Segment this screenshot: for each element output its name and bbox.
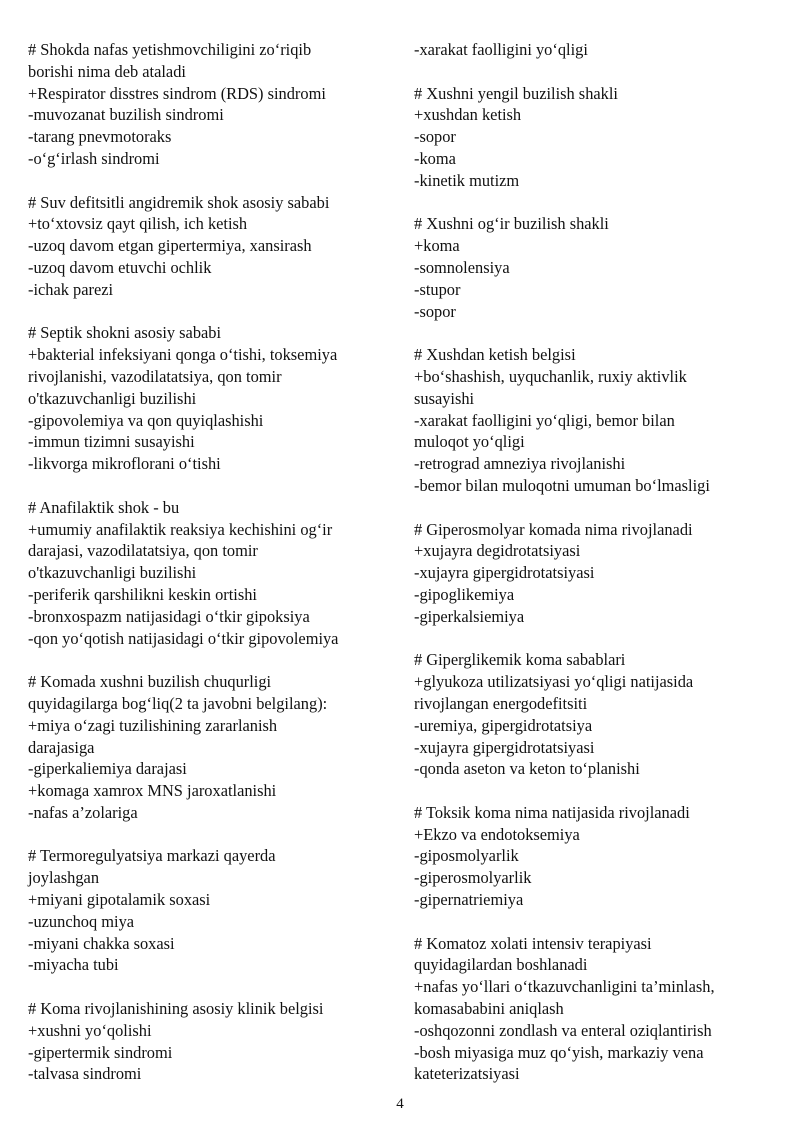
text-line: # Termoregulyatsiya markazi qayerda (28, 846, 276, 866)
text-line: -muvozanat buzilish sindromi (28, 105, 224, 125)
text-line: muloqot yo‘qligi (414, 432, 525, 452)
text-line: # Giperosmolyar komada nima rivojlanadi (414, 519, 693, 539)
question-block (28, 497, 388, 650)
question-block (414, 802, 766, 911)
text-line: -somnolensiya (414, 257, 510, 277)
text-line: rivojlangan energodefitsiti (414, 693, 588, 713)
question-block (414, 933, 766, 1086)
text-line: komasababini aniqlash (414, 999, 564, 1019)
question-block (28, 998, 388, 1085)
text-line: +koma (414, 236, 460, 256)
text-line: -talvasa sindromi (28, 1064, 142, 1084)
question-block (28, 39, 388, 170)
block-spacer (414, 780, 766, 802)
block-spacer (28, 475, 388, 497)
text-line: # Toksik koma nima natijasida rivojlanadi (414, 802, 690, 822)
text-line: # Komatoz xolati intensiv terapiyasi (414, 933, 652, 953)
text-line: -oshqozonni zondlash va enteral oziqlantirish (414, 1020, 712, 1040)
text-line: -ichak parezi (28, 279, 114, 299)
text-line: +xujayra degidrotatsiyasi (414, 541, 581, 561)
text-line: +miyani gipotalamik soxasi (28, 890, 211, 910)
text-line: -sopor (414, 301, 456, 321)
question-block (414, 344, 766, 497)
text-line: # Septik shokni asosiy sababi (28, 323, 222, 343)
text-line: quyidagilardan boshlanadi (414, 955, 588, 975)
question-block (414, 649, 766, 780)
text-line: +glyukoza utilizatsiyasi yo‘qligi natijasida (414, 672, 694, 692)
block-spacer (414, 911, 766, 933)
question-block (28, 671, 388, 824)
text-line: -miyacha tubi (28, 955, 119, 975)
text-line: # Komada xushni buzilish chuqurligi (28, 672, 272, 692)
block-spacer (414, 61, 766, 83)
text-line: -giposmolyarlik (414, 846, 519, 866)
text-line: -qon yo‘qotish natijasidagi o‘tkir gipovolemiya (28, 628, 339, 648)
text-line: # Giperglikemik koma sabablari (414, 650, 626, 670)
text-line: -o‘g‘irlash sindromi (28, 148, 160, 168)
text-line: +Ekzo va endotoksemiya (414, 824, 580, 844)
text-line: -stupor (414, 279, 461, 299)
question-block (414, 39, 766, 61)
text-line: -qonda aseton va keton to‘planishi (414, 759, 640, 779)
text-line: borishi nima deb ataladi (28, 61, 186, 81)
block-spacer (414, 192, 766, 214)
text-line: -koma (414, 148, 456, 168)
text-line: -uzoq davom etgan gipertermiya, xansirash (28, 236, 312, 256)
block-spacer (28, 170, 388, 192)
text-line: -xujayra gipergidrotatsiyasi (414, 563, 595, 583)
right-column (414, 39, 766, 1085)
text-line: -gipernatriemiya (414, 890, 524, 910)
text-line: +bo‘shashish, uyquchanlik, ruxiy aktivlik (414, 366, 687, 386)
text-line: -immun tizimni susayishi (28, 432, 195, 452)
text-line: -bosh miyasiga muz qo‘yish, markaziy vena (414, 1042, 704, 1062)
text-line: # Shokda nafas yetishmovchiligini zo‘riqib (28, 40, 312, 59)
text-line: -kinetik mutizm (414, 170, 520, 190)
text-line: darajasiga (28, 737, 95, 757)
text-line: # Xushni og‘ir buzilish shakli (414, 214, 609, 234)
block-spacer (28, 649, 388, 671)
question-block (28, 192, 388, 301)
text-line: # Anafilaktik shok - bu (28, 497, 180, 517)
question-block (414, 213, 766, 322)
text-line: rivojlanishi, vazodilatatsiya, qon tomir (28, 366, 282, 386)
text-line: -gipertermik sindromi (28, 1042, 173, 1062)
text-line: darajasi, vazodilatatsiya, qon tomir (28, 541, 258, 561)
block-spacer (414, 322, 766, 344)
text-line: +komaga xamrox MNS jaroxatlanishi (28, 781, 277, 801)
text-line: +bakterial infeksiyani qonga o‘tishi, toksemiya (28, 345, 338, 365)
text-line: -uzunchoq miya (28, 911, 135, 931)
text-line: -gipoglikemiya (414, 584, 515, 604)
text-line: +xushdan ketish (414, 105, 522, 125)
text-line: # Xushni yengil buzilish shakli (414, 83, 618, 103)
question-block (28, 322, 388, 475)
text-line: # Koma rivojlanishining asosiy klinik belgisi (28, 999, 324, 1019)
text-line: -xujayra gipergidrotatsiyasi (414, 737, 595, 757)
block-spacer (28, 301, 388, 323)
text-line: -periferik qarshilikni keskin ortishi (28, 584, 257, 604)
question-block (414, 83, 766, 192)
text-line: -giperkaliemiya darajasi (28, 759, 187, 779)
text-line: # Suv defitsitli angidremik shok asosiy sababi (28, 192, 330, 212)
text-line: -sopor (414, 127, 456, 147)
text-line: -xarakat faolligini yo‘qligi, bemor bilan (414, 410, 675, 430)
text-line: -uremiya, gipergidrotatsiya (414, 715, 593, 735)
text-line: -gipovolemiya va qon quyiqlashishi (28, 410, 264, 430)
text-line: +nafas yo‘llari o‘tkazuvchanligini ta’minlash, (414, 977, 715, 997)
left-column (28, 39, 388, 1085)
text-line: kateterizatsiyasi (414, 1064, 520, 1084)
text-line: +miya o‘zagi tuzilishining zararlanish (28, 715, 278, 735)
block-spacer (414, 628, 766, 650)
text-line: -giperosmolyarlik (414, 868, 532, 888)
text-line: joylashgan (28, 868, 100, 888)
text-line: -bemor bilan muloqotni umuman bo‘lmasligi (414, 475, 710, 495)
text-line: -retrograd amneziya rivojlanishi (414, 454, 626, 474)
text-line: quyidagilarga bog‘liq(2 ta javobni belgilang): (28, 693, 328, 713)
block-spacer (414, 497, 766, 519)
text-line: susayishi (414, 388, 475, 408)
text-line: -xarakat faolligini yo‘qligi (414, 40, 588, 59)
text-line: -tarang pnevmotoraks (28, 127, 172, 147)
text-line: -bronxospazm natijasidagi o‘tkir gipoksiya (28, 606, 310, 626)
page-number: 4 (396, 1096, 404, 1112)
text-line: +xushni yo‘qolishi (28, 1020, 152, 1040)
text-line: o'tkazuvchanligi buzilishi (28, 563, 197, 583)
text-line: +umumiy anafilaktik reaksiya kechishini og‘ir (28, 519, 333, 539)
text-line: -nafas a’zolariga (28, 802, 138, 822)
text-line: -uzoq davom etuvchi ochlik (28, 257, 212, 277)
text-line: # Xushdan ketish belgisi (414, 345, 576, 365)
text-line: -likvorga mikroflorani o‘tishi (28, 454, 221, 474)
block-spacer (28, 824, 388, 846)
block-spacer (28, 976, 388, 998)
question-block (414, 519, 766, 628)
question-block (28, 845, 388, 976)
text-line: -giperkalsiemiya (414, 606, 525, 626)
text-line: o'tkazuvchanligi buzilishi (28, 388, 197, 408)
text-line: -miyani chakka soxasi (28, 933, 175, 953)
text-line: +Respirator disstres sindrom (RDS) sindromi (28, 83, 326, 103)
text-line: +to‘xtovsiz qayt qilish, ich ketish (28, 214, 248, 234)
